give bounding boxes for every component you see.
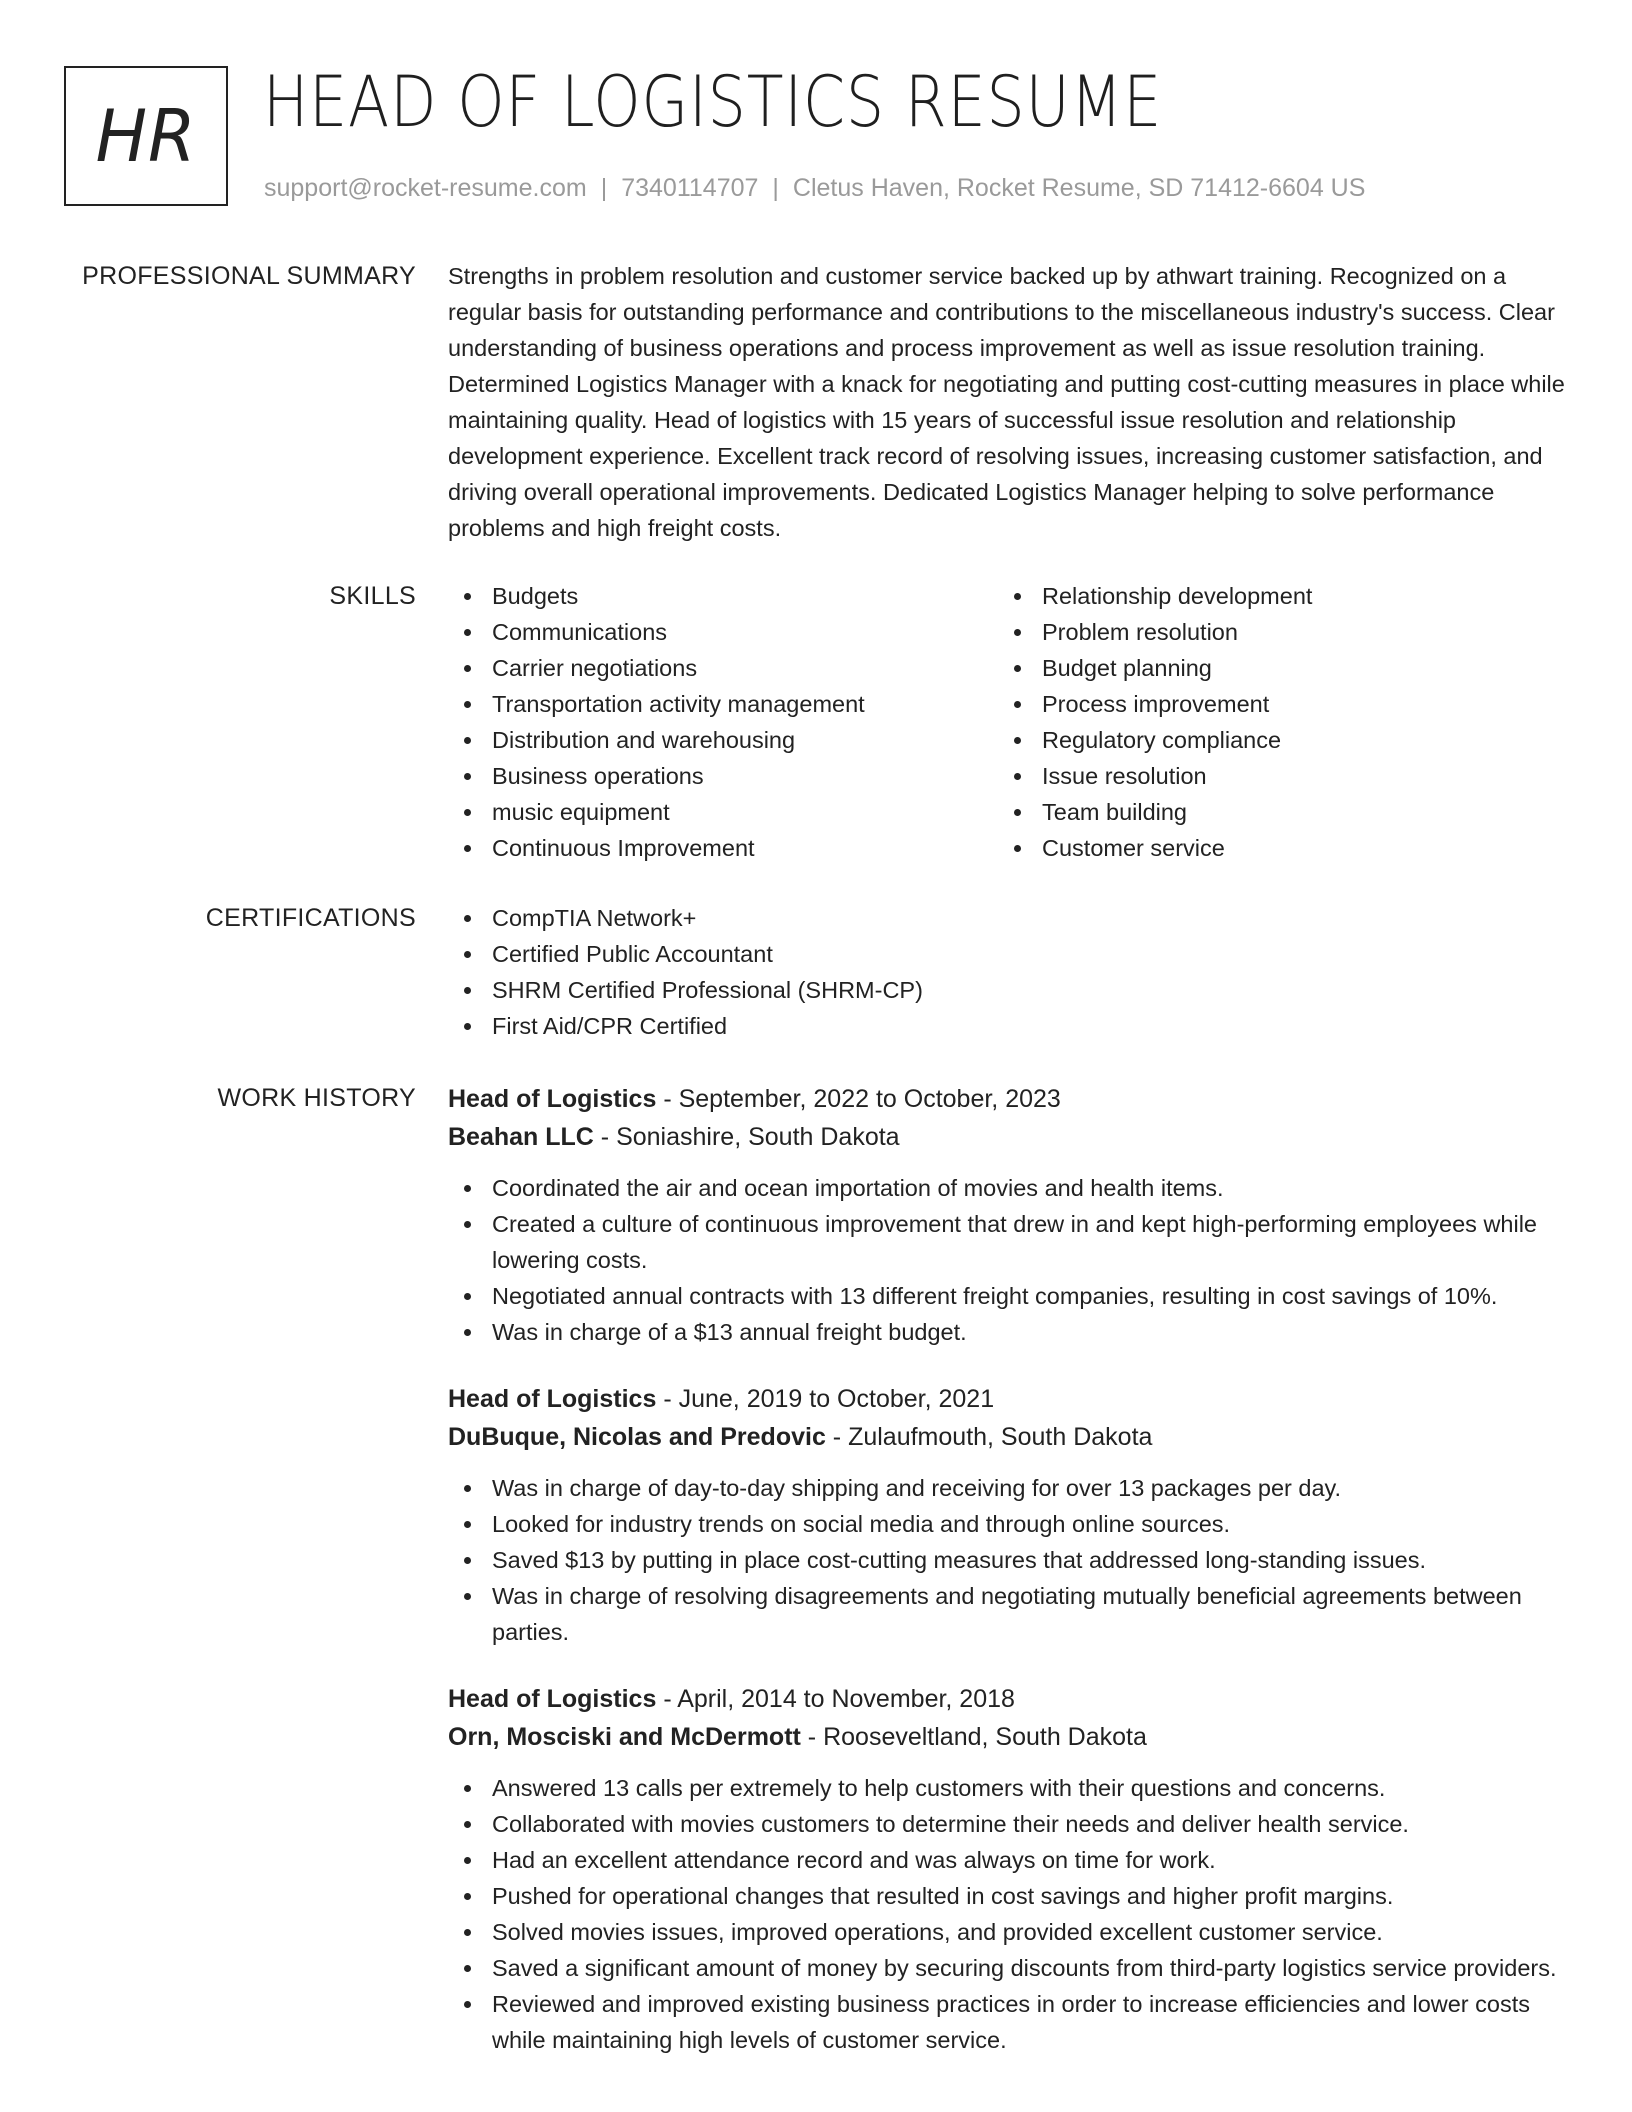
certification-item: First Aid/CPR Certified [448,1008,1566,1044]
job-duty-item: Collaborated with movies customers to determine their needs and deliver health service. [448,1806,1566,1842]
skill-item: Issue resolution [998,758,1548,794]
skill-item: Team building [998,794,1548,830]
job-location: - Rooseveltland, South Dakota [800,1723,1147,1751]
skill-item: music equipment [448,794,998,830]
job-title: Head of Logistics [448,1685,657,1713]
summary-text: Strengths in problem resolution and customer service backed up by athwart training. Recognized on a regular basis for outstanding performance and contributions to the miscellaneous industry's success. Clear understanding of business operations and process improvement as well as issue resolution training. Determined Logistics Manager with a knack for negotiating and putting cost-cutting measures in place while maintaining quality. Head of logistics with 15 years of successful issue resolution and relationship development experience. Excellent track record of resolving issues, increasing customer satisfaction, and driving overall operational improvements. Dedicated Logistics Manager helping to solve performance problems and high freight costs. [448,263,1565,541]
skill-item: Transportation activity management [448,686,998,722]
job-duty-item: Was in charge of day-to-day shipping and receiving for over 13 packages per day. [448,1470,1566,1506]
job-title-line [448,1080,1566,1118]
certifications-list [448,900,1566,1044]
skills-label: SKILLS [329,582,416,610]
job-dates: - June, 2019 to October, 2021 [656,1385,995,1413]
job-title-line [448,1680,1566,1718]
skill-item: Continuous Improvement [448,830,998,866]
job-duty-item: Had an excellent attendance record and was always on time for work. [448,1842,1566,1878]
certification-item: CompTIA Network+ [448,900,1566,936]
contact-email: support@rocket-resume.com [264,174,587,202]
job-entry [448,1080,1566,1350]
job-company: Orn, Mosciski and McDermott [448,1723,801,1751]
job-location: - Soniashire, South Dakota [593,1123,900,1151]
job-duty-item: Created a culture of continuous improvement that drew in and kept high-performing employees while lowering costs. [448,1206,1566,1278]
job-company: DuBuque, Nicolas and Predovic [448,1423,826,1451]
job-duties-list [448,1770,1566,2058]
job-entry [448,1380,1566,1650]
job-duty-item: Looked for industry trends on social media and through online sources. [448,1506,1566,1542]
skill-item: Communications [448,614,998,650]
skill-item: Relationship development [998,578,1548,614]
certification-item: SHRM Certified Professional (SHRM-CP) [448,972,1566,1008]
job-duty-item: Pushed for operational changes that resulted in cost savings and higher profit margins. [448,1878,1566,1914]
monogram-box [64,66,228,206]
work-history-label: WORK HISTORY [217,1084,416,1112]
skill-item: Regulatory compliance [998,722,1548,758]
job-duty-item: Saved a significant amount of money by securing discounts from third-party logistics service providers. [448,1950,1566,1986]
summary-label: PROFESSIONAL SUMMARY [82,262,416,290]
job-company-line [448,1418,1566,1456]
contact-address: Cletus Haven, Rocket Resume, SD 71412-6604 US [792,174,1366,202]
job-duty-item: Answered 13 calls per extremely to help customers with their questions and concerns. [448,1770,1566,1806]
job-duty-item: Was in charge of resolving disagreements and negotiating mutually beneficial agreements between parties. [448,1578,1566,1650]
contact-line [264,174,1365,203]
contact-separator: | [600,174,608,202]
job-duty-item: Coordinated the air and ocean importation of movies and health items. [448,1170,1566,1206]
job-duties-list [448,1170,1566,1350]
job-entry [448,1680,1566,2058]
resume-title: HEAD OF LOGISTICS RESUME [263,61,1163,143]
job-title: Head of Logistics [448,1385,657,1413]
skill-item: Distribution and warehousing [448,722,998,758]
skill-item: Process improvement [998,686,1548,722]
skill-item: Business operations [448,758,998,794]
job-title: Head of Logistics [448,1085,657,1113]
skills-list-left [448,578,998,866]
jobs-container [448,1080,1566,2088]
job-company: Beahan LLC [448,1123,594,1151]
certifications-label: CERTIFICATIONS [205,904,416,932]
job-duty-item: Reviewed and improved existing business practices in order to increase efficiencies and lower costs while maintaining high levels of customer service. [448,1986,1566,2058]
job-duties-list [448,1470,1566,1650]
job-dates: - September, 2022 to October, 2023 [656,1085,1061,1113]
skill-item: Budget planning [998,650,1548,686]
skill-item: Problem resolution [998,614,1548,650]
contact-separator: | [772,174,779,202]
job-company-line [448,1718,1566,1756]
contact-phone: 7340114707 [621,174,759,202]
skills-list-right [998,578,1548,866]
skill-item: Customer service [998,830,1548,866]
skill-item: Budgets [448,578,998,614]
job-location: - Zulaufmouth, South Dakota [825,1423,1153,1451]
job-dates: - April, 2014 to November, 2018 [656,1685,1015,1713]
certification-item: Certified Public Accountant [448,936,1566,972]
job-duty-item: Negotiated annual contracts with 13 different freight companies, resulting in cost savings of 10%. [448,1278,1566,1314]
job-company-line [448,1118,1566,1156]
job-title-line [448,1380,1566,1418]
job-duty-item: Saved $13 by putting in place cost-cutting measures that addressed long-standing issues. [448,1542,1566,1578]
monogram-initials: HR [95,94,197,178]
job-duty-item: Solved movies issues, improved operations, and provided excellent customer service. [448,1914,1566,1950]
job-duty-item: Was in charge of a $13 annual freight budget. [448,1314,1566,1350]
skill-item: Carrier negotiations [448,650,998,686]
